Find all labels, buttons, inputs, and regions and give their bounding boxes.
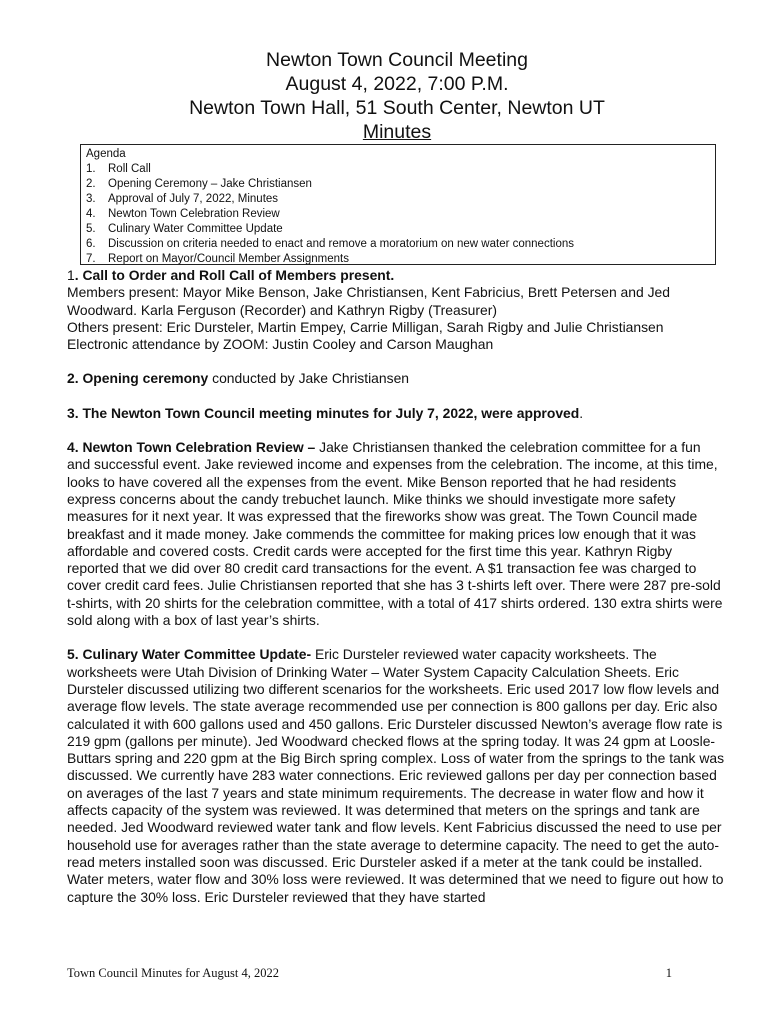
agenda-item-number: 2.	[86, 178, 96, 190]
agenda-item-number: 6.	[86, 238, 96, 250]
agenda-list	[86, 162, 709, 265]
agenda-item-text: Approval of July 7, 2022, Minutes	[108, 193, 279, 205]
agenda-item-number: 3.	[86, 193, 96, 205]
agenda-item	[86, 162, 709, 177]
agenda-item	[86, 222, 709, 237]
agenda-item	[86, 177, 709, 192]
section-minutes-approval	[67, 405, 727, 422]
agenda-item-text: Roll Call	[108, 163, 151, 175]
agenda-item-text: Culinary Water Committee Update	[108, 223, 283, 235]
agenda-box	[80, 144, 716, 265]
section-5-text: Eric Dursteler reviewed water capacity worksheets. The worksheets were Utah Division of Drinking Water – Water System Capacity Calculation Sheets. Eric Dursteler discussed utilizing two different scenarios for the worksheets. Eric used 2017 low flow levels and average flow levels. The state average recommended use per connection is 800 gallons per day. Eric also calculated it with 600 gallons used and 450 gallons. Eric Dursteler discussed Newton’s average flow rate is 219 gpm (gallons per minute). Jed Woodward checked flows at the spring today. It was 24 gpm at Loosle-Buttars spring and 220 gpm at the Big Birch spring complex. Loss of water from the springs to the tank was discussed. We currently have 283 water connections. Eric reviewed gallons per day per connection based on averages of the last 7 years and state minimum requirements. The decrease in water flow and how it affects capacity of the system was reviewed. It was determined that meters on the springs and tank are needed. Jed Woodward reviewed water tank and flow levels. Kent Fabricius discussed the need to use per household use for averages rather than the state average to determine capacity. The need to get the auto-read meters installed soon was discussed. Eric Dursteler asked if a meter at the tank could be installed. Water meters, water flow and 30% loss were reviewed. It was determined that we need to figure out how to capture the 30% loss. Eric Dursteler reviewed that they have started	[67, 646, 725, 905]
section-1-number: 1	[67, 267, 75, 283]
agenda-item-number: 1.	[86, 163, 96, 175]
agenda-item	[86, 237, 709, 252]
footer-title: Town Council Minutes for August 4, 2022	[67, 966, 279, 980]
section-1-heading: . Call to Order and Roll Call of Members present.	[74, 267, 395, 283]
title-line-2: August 4, 2022, 7:00 P.M.	[285, 73, 509, 95]
members-present: Members present: Mayor Mike Benson, Jake Christiansen, Kent Fabricius, Brett Petersen and Jed Woodward. Karla Ferguson (Recorder) and Kathryn Rigby (Treasurer)	[67, 284, 670, 318]
title-line-1: Newton Town Council Meeting	[266, 49, 528, 71]
agenda-item-text: Report on Mayor/Council Member Assignments	[108, 253, 349, 265]
agenda-item-text: Discussion on criteria needed to enact and remove a moratorium on new water connections	[108, 238, 574, 250]
agenda-item	[86, 207, 709, 222]
agenda-title: Agenda	[86, 148, 126, 160]
agenda-item-number: 5.	[86, 223, 96, 235]
agenda-item-number: 7.	[86, 253, 96, 265]
page-footer	[67, 966, 672, 981]
electronic-attendance: Electronic attendance by ZOOM: Justin Cooley and Carson Maughan	[67, 336, 494, 353]
section-2-heading: 2. Opening ceremony	[67, 370, 209, 387]
minutes-body	[67, 267, 727, 906]
document-title	[67, 48, 727, 144]
section-opening-ceremony	[67, 370, 727, 387]
section-celebration-review	[67, 439, 727, 629]
title-minutes: Minutes	[362, 121, 432, 143]
agenda-item	[86, 192, 709, 207]
section-5-heading: 5. Culinary Water Committee Update-	[67, 646, 312, 663]
section-4-text: Jake Christiansen thanked the celebration committee for a fun and successful event. Jake reviewed income and expenses from the celebration. The income, at this time, looks to have covered all the expenses from the event. Mike Benson reported that he had residents express concerns about the candy trebuchet launch. Mike thinks we should investigate more safety measures for it next year. It was expressed that the fireworks show was great. The Town Council made breakfast and it made money. Jake commends the committee for making prices low enough that it was affordable and covered costs. Credit cards were accepted for the first time this year. Kathryn Rigby reported that we did over 80 credit card transactions for the event. A $1 transaction fee was charged to cover credit card fees. Julie Christiansen reported that she has 3 t-shirts left over. There were 287 pre-sold t-shirts, with 20 shirts for the celebration committee, with a total of 417 shirts ordered. 130 extra shirts were sold along with a box of last year’s shirts.	[67, 439, 723, 629]
page-number: 1	[665, 966, 672, 980]
document-page	[67, 48, 727, 906]
section-4-heading: 4. Newton Town Celebration Review –	[67, 439, 316, 456]
section-roll-call	[67, 267, 727, 353]
agenda-item-text: Opening Ceremony – Jake Christiansen	[108, 178, 312, 190]
agenda-item-text: Newton Town Celebration Review	[108, 208, 280, 220]
others-present: Others present: Eric Dursteler, Martin Empey, Carrie Milligan, Sarah Rigby and Julie Christiansen	[67, 318, 664, 335]
agenda-item	[86, 252, 709, 265]
section-3-heading: 3. The Newton Town Council meeting minutes for July 7, 2022, were approved	[67, 404, 580, 421]
title-line-3: Newton Town Hall, 51 South Center, Newton UT	[189, 97, 605, 119]
section-3-text: .	[579, 404, 584, 421]
section-culinary-water	[67, 646, 727, 905]
agenda-item-number: 4.	[86, 208, 96, 220]
section-2-text: conducted by Jake Christiansen	[208, 370, 410, 387]
